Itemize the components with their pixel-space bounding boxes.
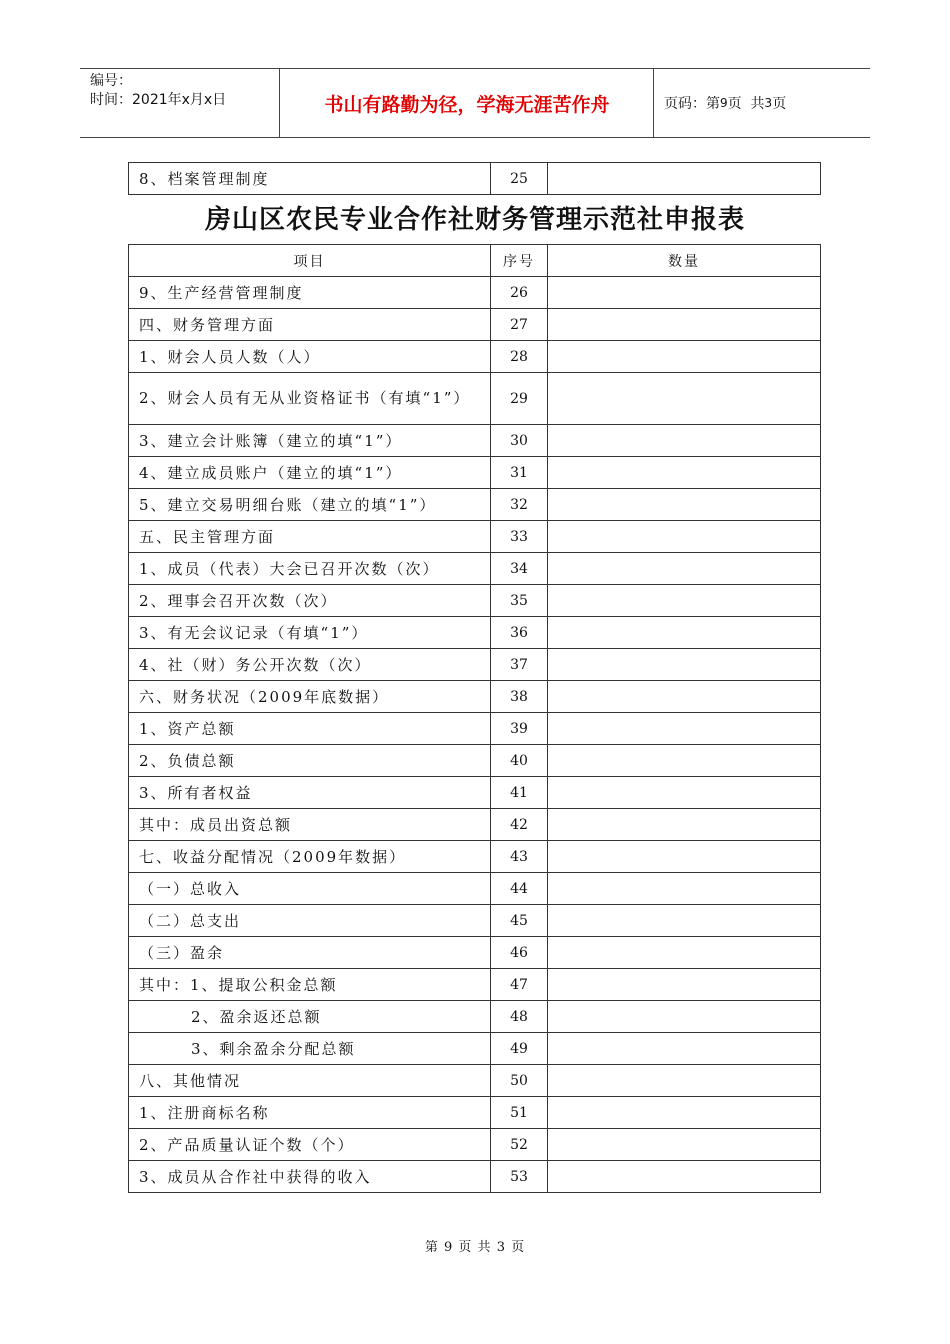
header-info-cell [80,69,280,137]
table-row [129,521,821,553]
row-no: 43 [491,841,548,873]
row-no: 33 [491,521,548,553]
col-header-no: 序号 [491,245,548,277]
table-row [129,585,821,617]
footer-prefix: 第 [424,1240,439,1255]
row-no: 30 [491,425,548,457]
page-footer [0,1236,950,1255]
row-item: 2、负债总额 [129,745,491,777]
table-row [129,553,821,585]
row-item: 3、建立会计账簿（建立的填“1”） [129,425,491,457]
motto-text: 书山有路勤为径，学海无涯苦作舟 [324,93,610,116]
row-qty-cell[interactable] [548,163,821,195]
row-qty-cell[interactable] [548,1129,821,1161]
row-no: 52 [491,1129,548,1161]
row-no: 46 [491,937,548,969]
row-qty-cell[interactable] [548,649,821,681]
row-item: 2、产品质量认证个数（个） [129,1129,491,1161]
continuation-table [128,162,821,195]
form-title: 房山区农民专业合作社财务管理示范社申报表 [204,205,745,235]
row-no: 53 [491,1161,548,1193]
footer-mid: 页 共 [458,1240,492,1255]
table-row [129,1129,821,1161]
row-no: 49 [491,1033,548,1065]
row-qty-cell[interactable] [548,277,821,309]
footer-page-total: 3 [496,1240,506,1255]
table-row [129,873,821,905]
table-row [129,969,821,1001]
row-no: 29 [491,373,548,425]
date-text: 时间：2021年x月x日 [90,92,227,108]
table-row [129,309,821,341]
row-qty-cell[interactable] [548,1097,821,1129]
table-row [129,1065,821,1097]
motto-cell [281,69,654,137]
row-item: 3、剩余盈余分配总额 [129,1033,491,1065]
row-qty-cell[interactable] [548,489,821,521]
row-item: 3、成员从合作社中获得的收入 [129,1161,491,1193]
table-row [129,649,821,681]
table-row [129,809,821,841]
table-row [129,163,821,195]
row-no: 34 [491,553,548,585]
row-item: 2、盈余返还总额 [129,1001,491,1033]
row-qty-cell[interactable] [548,841,821,873]
page-header [80,68,870,138]
page-suffix: 页 [772,96,787,112]
row-item: 3、所有者权益 [129,777,491,809]
table-row [129,1161,821,1193]
row-qty-cell[interactable] [548,585,821,617]
row-item: 1、成员（代表）大会已召开次数（次） [129,553,491,585]
row-no: 47 [491,969,548,1001]
row-item: （一）总收入 [129,873,491,905]
table-row [129,905,821,937]
row-qty-cell[interactable] [548,1001,821,1033]
row-no: 37 [491,649,548,681]
table-row [129,457,821,489]
row-item: 9、生产经营管理制度 [129,277,491,309]
row-item: 五、民主管理方面 [129,521,491,553]
page-prefix: 页码：第 [664,96,720,112]
row-no: 26 [491,277,548,309]
row-item: 其中：成员出资总额 [129,809,491,841]
row-no: 50 [491,1065,548,1097]
row-item: 3、有无会议记录（有填“1”） [129,617,491,649]
table-row [129,341,821,373]
row-no: 51 [491,1097,548,1129]
row-no: 36 [491,617,548,649]
row-qty-cell[interactable] [548,309,821,341]
row-no: 38 [491,681,548,713]
row-qty-cell[interactable] [548,905,821,937]
row-no: 27 [491,309,548,341]
row-qty-cell[interactable] [548,373,821,425]
table-row [129,617,821,649]
row-no: 28 [491,341,548,373]
row-item: 5、建立交易明细台账（建立的填“1”） [129,489,491,521]
row-no: 41 [491,777,548,809]
row-item: 1、注册商标名称 [129,1097,491,1129]
code-label: 编号： [90,73,132,89]
page-total: 3 [764,96,773,110]
row-item: 4、社（财）务公开次数（次） [129,649,491,681]
row-item: 4、建立成员账户（建立的填“1”） [129,457,491,489]
table-row [129,1097,821,1129]
row-qty-cell[interactable] [548,873,821,905]
table-row [129,373,821,425]
table-row [129,489,821,521]
row-qty-cell[interactable] [548,457,821,489]
row-no: 44 [491,873,548,905]
table-row [129,1001,821,1033]
page-no: 9 [720,96,728,110]
row-no: 25 [491,163,548,195]
application-table [128,244,821,1193]
table-header-row [129,245,821,277]
row-item: 1、资产总额 [129,713,491,745]
table-row [129,277,821,309]
table-row [129,681,821,713]
table-row [129,745,821,777]
row-qty-cell[interactable] [548,341,821,373]
row-item: 七、收益分配情况（2009年数据） [129,841,491,873]
table-row [129,425,821,457]
row-no: 45 [491,905,548,937]
row-qty-cell[interactable] [548,521,821,553]
row-item: 8、档案管理制度 [129,163,491,195]
row-no: 35 [491,585,548,617]
row-item: 六、财务状况（2009年底数据） [129,681,491,713]
row-no: 48 [491,1001,548,1033]
row-qty-cell[interactable] [548,969,821,1001]
row-item: 其中：1、提取公积金总额 [129,969,491,1001]
row-item: （三）盈余 [129,937,491,969]
table-row [129,841,821,873]
row-qty-cell[interactable] [548,617,821,649]
table-row [129,777,821,809]
row-qty-cell[interactable] [548,681,821,713]
row-qty-cell[interactable] [548,553,821,585]
row-qty-cell[interactable] [548,1033,821,1065]
row-qty-cell[interactable] [548,937,821,969]
row-qty-cell[interactable] [548,713,821,745]
footer-page-no: 9 [444,1240,454,1255]
table-row [129,1033,821,1065]
page-number-cell [654,69,870,137]
table-row [129,713,821,745]
row-qty-cell[interactable] [548,777,821,809]
row-qty-cell[interactable] [548,745,821,777]
table-row [129,937,821,969]
row-qty-cell[interactable] [548,809,821,841]
col-header-qty: 数量 [548,245,821,277]
row-no: 39 [491,713,548,745]
row-item: 1、财会人员人数（人） [129,341,491,373]
row-item: 2、财会人员有无从业资格证书（有填“1”） [129,373,491,425]
row-item: 四、财务管理方面 [129,309,491,341]
row-item: 2、理事会召开次数（次） [129,585,491,617]
row-no: 32 [491,489,548,521]
row-qty-cell[interactable] [548,425,821,457]
row-item: （二）总支出 [129,905,491,937]
row-no: 31 [491,457,548,489]
row-no: 40 [491,745,548,777]
col-header-item: 项目 [129,245,491,277]
row-item: 八、其他情况 [129,1065,491,1097]
page-mid: 页 共 [727,96,765,112]
row-qty-cell[interactable] [548,1161,821,1193]
footer-suffix: 页 [511,1240,526,1255]
row-no: 42 [491,809,548,841]
row-qty-cell[interactable] [548,1065,821,1097]
